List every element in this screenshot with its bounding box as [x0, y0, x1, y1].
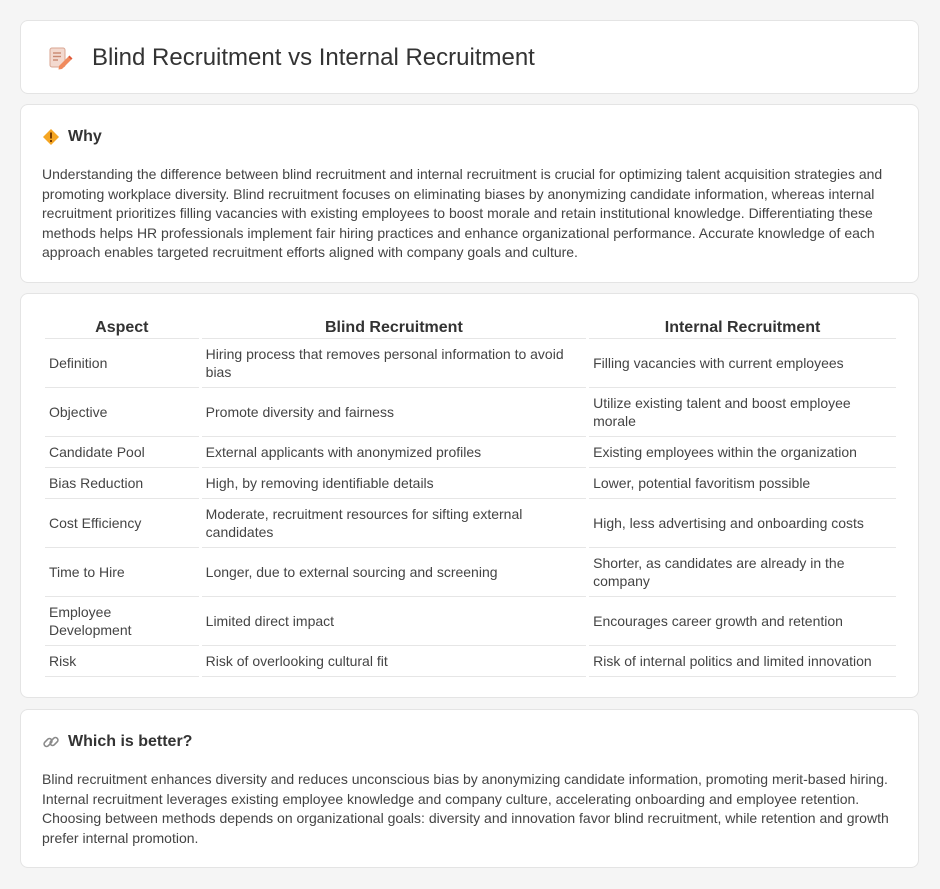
table-cell-blind: External applicants with anonymized profiles — [202, 437, 586, 468]
table-cell-blind: Risk of overlooking cultural fit — [202, 646, 586, 677]
why-heading — [42, 127, 102, 147]
table-cell-blind: Longer, due to external sourcing and screening — [202, 548, 586, 597]
table-cell-blind: Promote diversity and fairness — [202, 388, 586, 437]
column-header-aspect: Aspect — [45, 316, 199, 339]
which-is-better-section — [20, 709, 919, 868]
table-cell-aspect: Definition — [45, 339, 199, 388]
header-card — [20, 20, 919, 94]
better-heading — [42, 732, 192, 752]
why-title: Why — [68, 128, 102, 145]
table-row — [45, 597, 896, 646]
why-section — [20, 104, 919, 283]
table-header-row — [45, 316, 896, 339]
table-cell-blind: Hiring process that removes personal information to avoid bias — [202, 339, 586, 388]
table-cell-aspect: Employee Development — [45, 597, 199, 646]
table-row — [45, 499, 896, 548]
table-cell-internal: Filling vacancies with current employees — [589, 339, 896, 388]
comparison-table — [42, 316, 899, 677]
table-cell-aspect: Candidate Pool — [45, 437, 199, 468]
table-cell-internal: Shorter, as candidates are already in the company — [589, 548, 896, 597]
table-cell-internal: Lower, potential favoritism possible — [589, 468, 896, 499]
column-header-blind: Blind Recruitment — [202, 316, 586, 339]
table-cell-aspect: Cost Efficiency — [45, 499, 199, 548]
table-cell-internal: Existing employees within the organization — [589, 437, 896, 468]
table-row — [45, 339, 896, 388]
table-row — [45, 468, 896, 499]
why-text: Understanding the difference between blind recruitment and internal recruitment is crucial for optimizing talent acquisition strategies and promoting workplace diversity. Blind recruitment focuses on eliminating biases by anonymizing candidate information, whereas internal recruitment prioritizes filling vacancies with existing employees to boost morale and retain institutional knowledge. Differentiating these methods helps HR professionals implement fair hiring practices and enhance organizational performance. Accurate knowledge of each approach enables targeted recruitment efforts aligned with company goals and culture. — [42, 166, 883, 261]
table-row — [45, 548, 896, 597]
comparison-section — [20, 293, 919, 698]
table-cell-aspect: Risk — [45, 646, 199, 677]
table-row — [45, 388, 896, 437]
better-title: Which is better? — [68, 733, 193, 750]
document-pencil-icon — [47, 45, 73, 71]
table-cell-aspect: Objective — [45, 388, 199, 437]
diamond-warning-icon — [42, 128, 60, 146]
table-cell-aspect: Bias Reduction — [45, 468, 199, 499]
table-cell-internal: Encourages career growth and retention — [589, 597, 896, 646]
table-cell-blind: Moderate, recruitment resources for sifting external candidates — [202, 499, 586, 548]
table-row — [45, 437, 896, 468]
table-cell-blind: High, by removing identifiable details — [202, 468, 586, 499]
table-cell-aspect: Time to Hire — [45, 548, 199, 597]
link-icon — [42, 733, 60, 751]
table-cell-blind: Limited direct impact — [202, 597, 586, 646]
table-cell-internal: High, less advertising and onboarding costs — [589, 499, 896, 548]
better-text: Blind recruitment enhances diversity and reduces unconscious bias by anonymizing candidate information, promoting merit-based hiring. Internal recruitment leverages existing employee knowledge and company culture, accelerating onboarding and employee retention. Choosing between methods depends on organizational goals: diversity and innovation favor blind recruitment, while retention and growth prefer internal promotion. — [42, 771, 889, 846]
table-cell-internal: Utilize existing talent and boost employee morale — [589, 388, 896, 437]
page-title: Blind Recruitment vs Internal Recruitment — [92, 44, 535, 71]
column-header-internal: Internal Recruitment — [589, 316, 896, 339]
table-cell-internal: Risk of internal politics and limited innovation — [589, 646, 896, 677]
table-row — [45, 646, 896, 677]
